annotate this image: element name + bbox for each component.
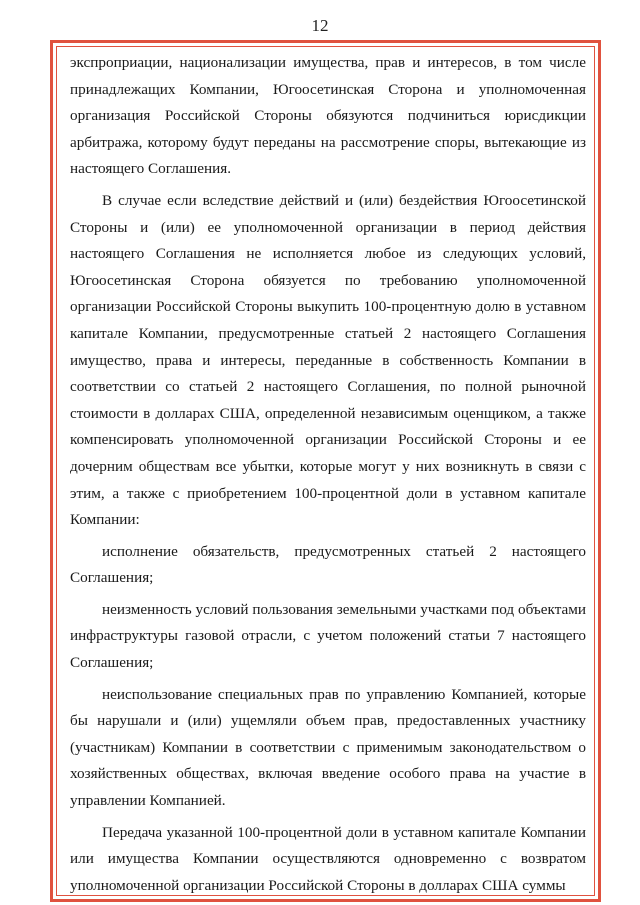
condition-item-obligations: исполнение обязательств, предусмотренных статьей 2 настоящего Соглашения; (70, 542, 586, 587)
document-body (70, 50, 586, 899)
condition-item-special-rights: неиспользование специальных прав по управлению Компанией, которые бы нарушали и (или) ущемляли объем прав, предоставленных участнику (участникам) Компании в соответствии с применимым законодательством о хозяйственных обществах, включая введение особого права на участие в управлении Компанией. (70, 685, 586, 810)
condition-item-land-use: неизменность условий пользования земельными участками под объектами инфраструктуры газовой отрасли, с учетом положений статьи 7 настоящего Соглашения; (70, 600, 586, 672)
paragraph-buyback-conditions: В случае если вследствие действий и (или) бездействия Югоосетинской Стороны и (или) ее уполномоченной организации в период действия настоящего Соглашения не исполняется любое из следующих условий, Югоосетинская Сторона обязуется по требованию уполномоченной организации Российской Стороны выкупить 100-процентную долю в уставном капитале Компании, предусмотренные статьей 2 настоящего Соглашения имущество, права и интересы, переданные в собственность Компании в соответствии со статьей 2 настоящего Соглашения, по полной рыночной стоимости в долларах США, определенной независимым оценщиком, а также компенсировать уполномоченной организации Российской Стороны и ее дочерним обществам все убытки, которые могут у них возникнуть в связи с этим, а также с приобретением 100-процентной доли в уставном капитале Компании: (70, 191, 586, 529)
page-number: 12 (311, 16, 329, 35)
paragraph-transfer: Передача указанной 100-процентной доли в уставном капитале Компании или имущества Компании осуществляются одновременно с возвратом уполномоченной организации Российской Стороны в долларах США суммы (70, 823, 586, 894)
paragraph-continuation: экспроприации, национализации имущества, прав и интересов, в том числе принадлежащих Компании, Югоосетинская Сторона и уполномоченная организация Российской Стороны обязуются подчиниться юрисдикции арбитража, которому будут переданы на рассмотрение споры, вытекающие из настоящего Соглашения. (70, 54, 586, 178)
